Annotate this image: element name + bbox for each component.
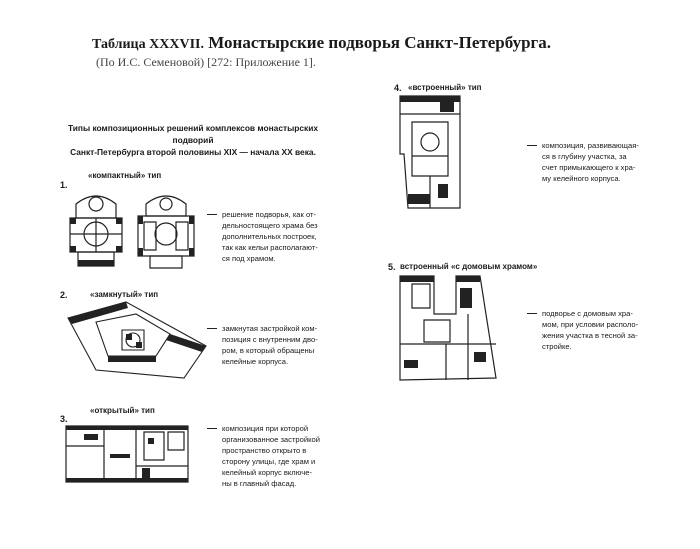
type-2-label: «замкнутый» тип	[90, 290, 159, 299]
type-4-number: 4.	[394, 83, 402, 93]
type-5-number: 5.	[388, 262, 396, 272]
description-line: ны в главный фасад.	[222, 479, 297, 488]
page-title	[92, 33, 551, 53]
table-title: Монастырские подворья Санкт-Петербурга.	[208, 33, 552, 52]
description-dash	[207, 214, 217, 215]
description-line: келейный корпус включе-	[222, 468, 312, 477]
type-1-number: 1.	[60, 180, 68, 190]
type-5-description	[542, 308, 638, 352]
type-1-plan-a	[66, 190, 126, 268]
description-line: подворье с домовым хра-	[542, 309, 633, 318]
description-dash	[527, 145, 537, 146]
type-2-plan	[66, 300, 208, 380]
description-dash	[527, 313, 537, 314]
description-line: организованное застройкой	[222, 435, 320, 444]
diagram-heading	[62, 122, 324, 158]
description-line: счет примыкающего к хра-	[542, 163, 636, 172]
description-line: стройке.	[542, 342, 572, 351]
type-5-plan	[398, 274, 498, 382]
type-1-label: «компактный» тип	[88, 171, 162, 180]
table-number: Таблица XXXVII.	[92, 37, 204, 52]
description-line: замкнутая застройкой ком-	[222, 324, 318, 333]
type-2-description	[222, 323, 318, 367]
type-5-label: встроенный «с домовым храмом»	[400, 262, 538, 271]
type-2-number: 2.	[60, 290, 68, 300]
type-3-plan	[64, 424, 190, 484]
type-4-plan	[398, 94, 462, 210]
description-line: дельностоящего храма без	[222, 221, 318, 230]
description-line: ром, в который обращены	[222, 346, 315, 355]
description-line: дополнительных построек,	[222, 232, 317, 241]
description-line: келейные корпуса.	[222, 357, 289, 366]
type-1-plan-b	[136, 190, 196, 270]
description-dash	[207, 428, 217, 429]
type-4-description	[542, 140, 639, 184]
description-line: решение подворья, как от-	[222, 210, 317, 219]
description-line: ся в глубину участка, за	[542, 152, 627, 161]
description-line: позиция с внутренним дво-	[222, 335, 318, 344]
description-line: сторону улицы, где храм и	[222, 457, 316, 466]
description-dash	[207, 328, 217, 329]
source-citation: (По И.С. Семеновой) [272: Приложение 1].	[96, 55, 316, 69]
description-line: композиция, развивающая-	[542, 141, 639, 150]
description-line: так как кельи располагают-	[222, 243, 318, 252]
type-3-description	[222, 423, 320, 489]
type-4-label: «встроенный» тип	[408, 83, 482, 92]
description-line: ся под храмом.	[222, 254, 276, 263]
type-3-number: 3.	[60, 414, 68, 424]
type-3-label: «открытый» тип	[90, 406, 155, 415]
diagram-heading-line: Типы композиционных решений комплексов монастырских подворий	[67, 123, 319, 145]
description-line: му келейного корпуса.	[542, 174, 621, 183]
type-1-description	[222, 209, 318, 264]
description-line: композиция при которой	[222, 424, 309, 433]
description-line: жения участка в тесной за-	[542, 331, 638, 340]
diagram-heading-line: Санкт-Петербурга второй половины XIX — начала XX века.	[70, 147, 316, 157]
description-line: мом, при условии располо-	[542, 320, 639, 329]
description-line: пространство открыто в	[222, 446, 307, 455]
